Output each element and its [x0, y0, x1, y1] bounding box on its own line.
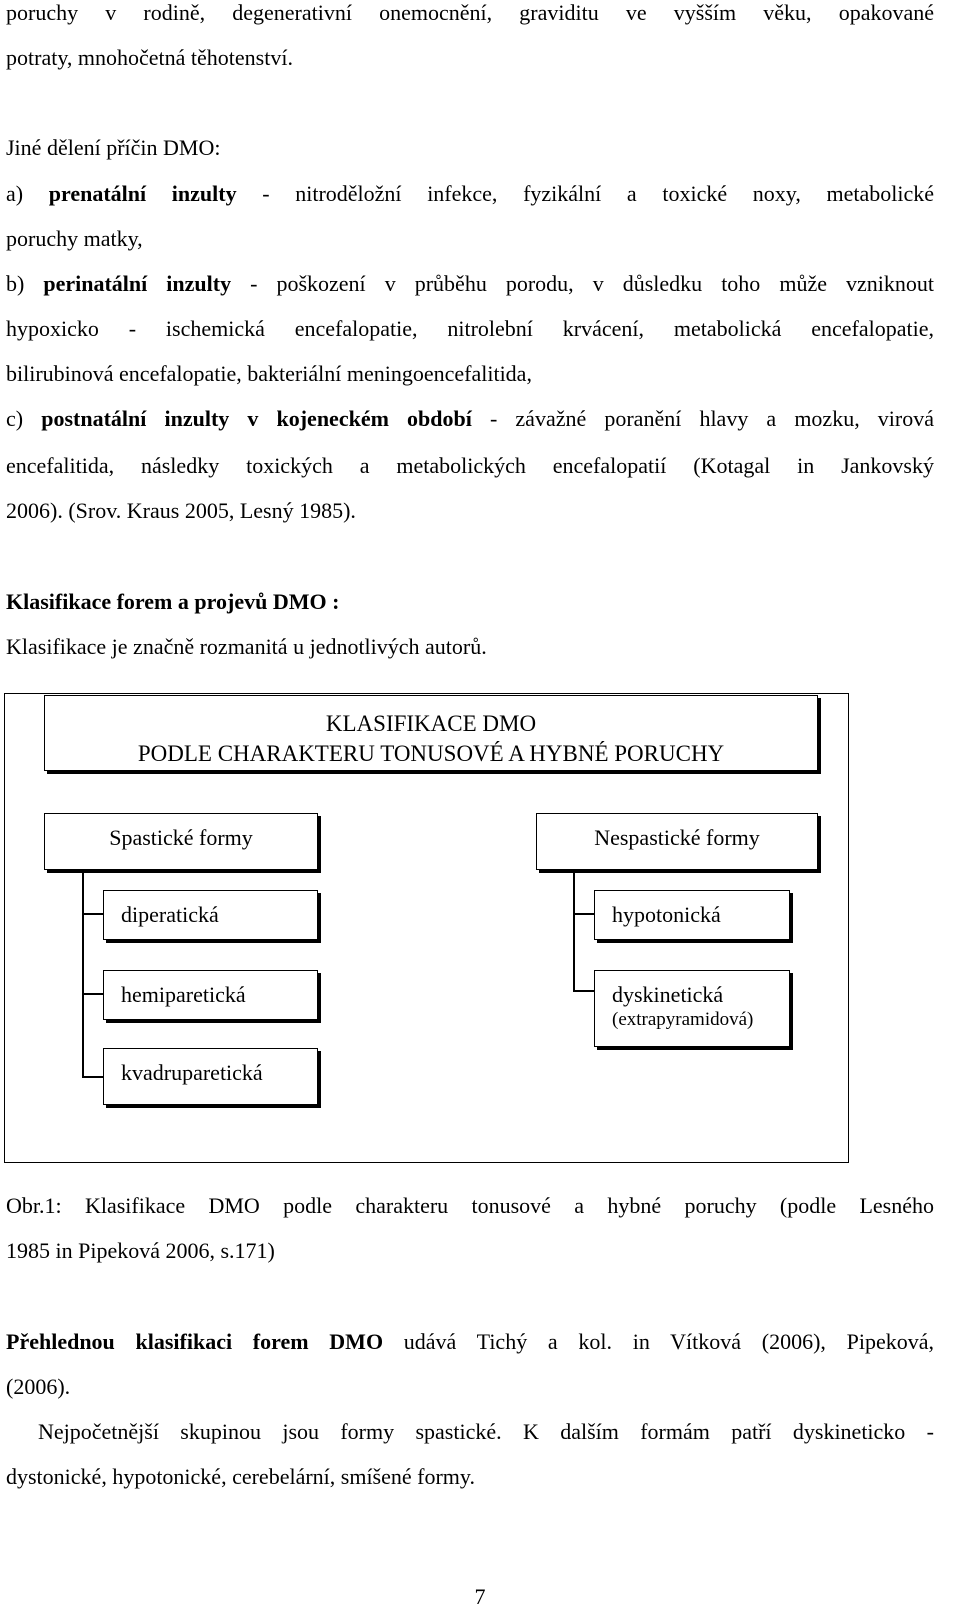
- cause-a-title: prenatální inzulty: [48, 181, 237, 206]
- cause-c-line-3: 2006). (Srov. Kraus 2005, Lesný 1985).: [6, 498, 356, 523]
- cause-b-line-3: bilirubinová encefalopatie, bakteriální meningoencefalitida,: [6, 361, 532, 386]
- closing-line-2: dystonické, hypotonické, cerebelární, smíšené formy.: [6, 1464, 475, 1489]
- diagram-title-line-2: PODLE CHARAKTERU TONUSOVÉ A HYBNÉ PORUCHY: [137, 741, 725, 766]
- spastic-item-kvadruparetica: kvadruparetická: [103, 1048, 318, 1105]
- dyskineticka-label: dyskinetická: [612, 982, 724, 1007]
- spastic-connector-1: [82, 913, 104, 915]
- spastic-item-diperaticka: diperatická: [103, 890, 318, 940]
- closing-line-1: Nejpočetnější skupinou jsou formy spastické. K dalším formám patří dyskineticko -: [38, 1419, 934, 1444]
- spastic-item-hemiparetica: hemiparetická: [103, 970, 318, 1020]
- cause-b-title: perinatální inzulty: [43, 271, 232, 296]
- cause-b-text: - poškození v průběhu porodu, v důsledku toho může vzniknout: [231, 271, 934, 296]
- dyskineticka-sublabel: (extrapyramidová): [612, 1009, 754, 1030]
- figure-caption-line-1: Obr.1: Klasifikace DMO podle charakteru tonusové a hybné poruchy (podle Lesného: [6, 1193, 934, 1218]
- cause-a-line-2: poruchy matky,: [6, 226, 143, 251]
- nonspastic-connector-2: [573, 990, 595, 992]
- cause-c-title: postnatální inzulty v kojeneckém období: [41, 406, 472, 431]
- classification-heading: Klasifikace forem a projevů DMO :: [6, 589, 340, 614]
- causes-heading: Jiné dělení příčin DMO:: [6, 135, 221, 160]
- cause-c-line-2: encefalitida, následky toxických a metabolických encefalopatií (Kotagal in Jankovský: [6, 453, 934, 478]
- nonspastic-item-dyskineticka: [594, 970, 790, 1047]
- nonspastic-connector-1: [573, 913, 595, 915]
- cause-a-prefix: a): [6, 181, 49, 206]
- cause-c-line-1: [6, 406, 934, 432]
- page-number: 7: [474, 1584, 486, 1609]
- cause-b-line-1: [6, 271, 934, 297]
- spastic-forms-box: Spastické formy: [44, 813, 318, 870]
- nonspastic-forms-box: Nespastické formy: [536, 813, 818, 870]
- spastic-connector-3: [82, 1076, 104, 1078]
- overview-line-1: [6, 1329, 934, 1355]
- classification-subtitle: Klasifikace je značně rozmanitá u jednotlivých autorů.: [6, 634, 487, 659]
- spastic-connector-vertical: [82, 870, 84, 1078]
- overview-text: udává Tichý a kol. in Vítková (2006), Pipeková,: [383, 1329, 934, 1354]
- cause-b-prefix: b): [6, 271, 44, 296]
- figure-caption-line-2: 1985 in Pipeková 2006, s.171): [6, 1238, 275, 1263]
- cause-a-line-1: [6, 181, 934, 207]
- spastic-connector-2: [82, 993, 104, 995]
- overview-line-2: (2006).: [6, 1374, 71, 1399]
- nonspastic-connector-vertical: [573, 870, 575, 992]
- diagram-title-line-1: KLASIFIKACE DMO: [325, 711, 537, 736]
- cause-b-line-2: hypoxicko - ischemická encefalopatie, nitrolební krvácení, metabolická encefalopatie,: [6, 316, 934, 341]
- overview-bold: Přehlednou klasifikaci forem DMO: [6, 1329, 384, 1354]
- cause-a-text: - nitroděložní infekce, fyzikální a toxické noxy, metabolické: [236, 181, 934, 206]
- nonspastic-item-hypotonicka: hypotonická: [594, 890, 790, 940]
- intro-line-2: potraty, mnohočetná těhotenství.: [6, 45, 293, 70]
- intro-line-1: poruchy v rodině, degenerativní onemocnění, graviditu ve vyšším věku, opakované: [6, 0, 934, 25]
- cause-c-text: - závažné poranění hlavy a mozku, virová: [471, 406, 935, 431]
- diagram-title-box: [44, 695, 818, 771]
- cause-c-prefix: c): [6, 406, 42, 431]
